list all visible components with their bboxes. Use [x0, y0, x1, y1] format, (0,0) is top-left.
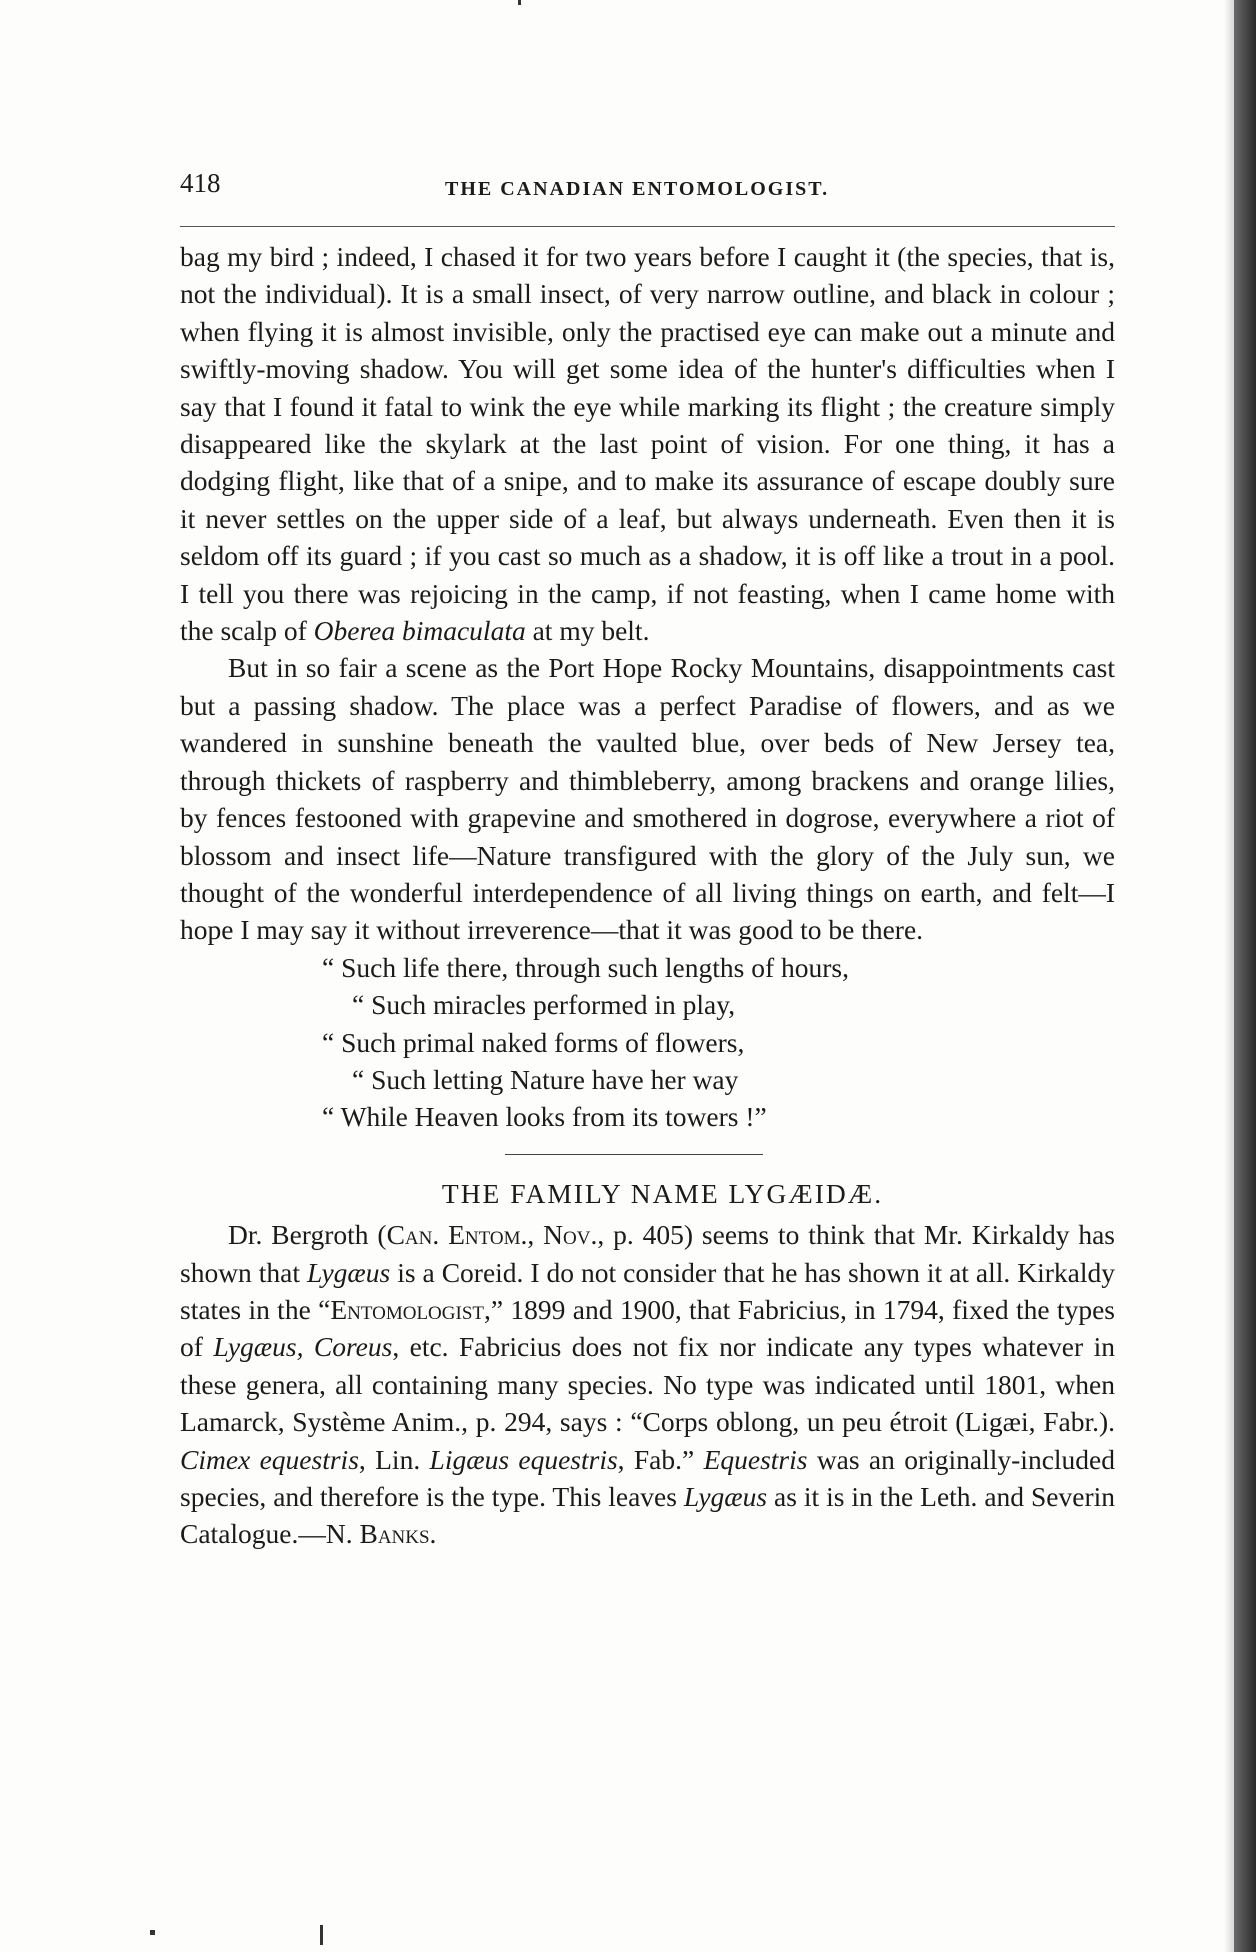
- page-column: [180, 160, 1115, 1553]
- section-divider: [505, 1154, 763, 1155]
- text-run: , etc. Fabricius does not fix nor indicate any types whatever in these genera, all containing many species. No type was indicated until 1801, when Lamarck, Système Anim., p. 294, says : “Corps oblong, un peu étroit (Ligæi, Fabr.).: [180, 1331, 1115, 1438]
- journal-name: Entomologist: [330, 1293, 484, 1325]
- text-run: ,” 1899 and 1900, that Fabricius, in 1794, fixed the types of: [180, 1293, 1115, 1363]
- running-head: [180, 160, 1115, 220]
- page-edge: [1224, 0, 1234, 1952]
- paragraph-3: [180, 1216, 1115, 1553]
- poem-line: “ While Heaven looks from its towers !”: [322, 1101, 767, 1133]
- paragraph-1-end: at my belt.: [525, 615, 650, 647]
- paragraph-2: But in so fair a scene as the Port Hope Rocky Mountains, disappointments cast but a passing shadow. The place was a perfect Paradise of flowers, and as we wandered in sunshine beneath the vaulted blue, over beds of New Jersey tea, through thickets of raspberry and thimbleberry, among brackens and orange lilies, by fences festooned with grapevine and smothered in dogrose, everywhere a riot of blossom and insect life—Nature transfigured with the glory of the July sun, we thought of the wonderful interdependence of all living things on earth, and felt—I hope I may say it without irreverence—that it was good to be there.: [180, 652, 1115, 946]
- text-run: , Fab.”: [617, 1443, 704, 1475]
- section-title: THE FAMILY NAME LYGÆIDÆ.: [441, 1177, 884, 1209]
- month-abbrev: Nov.: [543, 1219, 598, 1251]
- author-name: Banks.: [359, 1518, 437, 1550]
- poem-line: “ Such primal naked forms of flowers,: [322, 1026, 745, 1058]
- text-run: ,: [527, 1219, 544, 1251]
- scan-speck: [320, 1925, 323, 1945]
- scan-shadow: [1234, 0, 1256, 1952]
- text-run: , p. 405) seems to think that Mr. Kirkaldy has shown that: [180, 1219, 1116, 1288]
- text-run: as it is in the Leth. and Severin Catalogue.—N.: [180, 1481, 1115, 1550]
- journal-title: THE CANADIAN ENTOMOLOGIST.: [445, 178, 830, 200]
- text-run: , Lin.: [358, 1443, 430, 1475]
- journal-abbrev: Can. Entom.: [386, 1219, 528, 1251]
- poem-line: “ Such life there, through such lengths of hours,: [322, 951, 849, 983]
- scan-speck: [150, 1930, 155, 1935]
- genus-name: Lygæus: [307, 1256, 391, 1288]
- poem-line: “ Such letting Nature have her way: [352, 1063, 739, 1095]
- text-run: was an originally-included species, and therefore is the type. This leaves: [180, 1443, 1115, 1512]
- scan-speck: [518, 0, 521, 5]
- header-rule: [180, 226, 1115, 227]
- species-name: Ligæus equestris: [429, 1443, 618, 1475]
- species-name: Oberea bimaculata: [313, 615, 526, 647]
- poem-line: “ Such miracles performed in play,: [352, 989, 736, 1021]
- species-name: Cimex equestris: [180, 1443, 359, 1475]
- genus-name: Lygæus: [683, 1481, 768, 1512]
- poem: [322, 949, 1115, 1136]
- article-body: [180, 238, 1115, 1553]
- text-run: is a Coreid. I do not consider that he has shown it at all. Kirkaldy states in the “: [180, 1256, 1115, 1325]
- paragraph-1: [180, 238, 1115, 649]
- text-run: Dr. Bergroth (: [228, 1219, 387, 1251]
- species-epithet: Equestris: [703, 1443, 808, 1475]
- page-number: 418: [180, 168, 221, 198]
- paragraph-1-text: bag my bird ; indeed, I chased it for two years before I caught it (the species, that is, not the individual). It is a small insect, of very narrow outline, and black in colour ; when flying it is almost invisible, only the practised eye can make out a minute and swiftly-moving shadow. You will get some idea of the hunter's difficulties when I say that I found it fatal to wink the eye while marking its flight ; the creature simply disappeared like the skylark at the last point of vision. For one thing, it has a dodging flight, like that of a snipe, and to make its assurance of escape doubly sure it never settles on the upper side of a leaf, but always underneath. Even then it is seldom off its guard ; if you cast so much as a shadow, it is off like a trout in a pool. I tell you there was rejoicing in the camp, if not feasting, when I came home with the scalp of: [180, 241, 1115, 647]
- genus-names: Lygæus, Coreus: [213, 1331, 393, 1363]
